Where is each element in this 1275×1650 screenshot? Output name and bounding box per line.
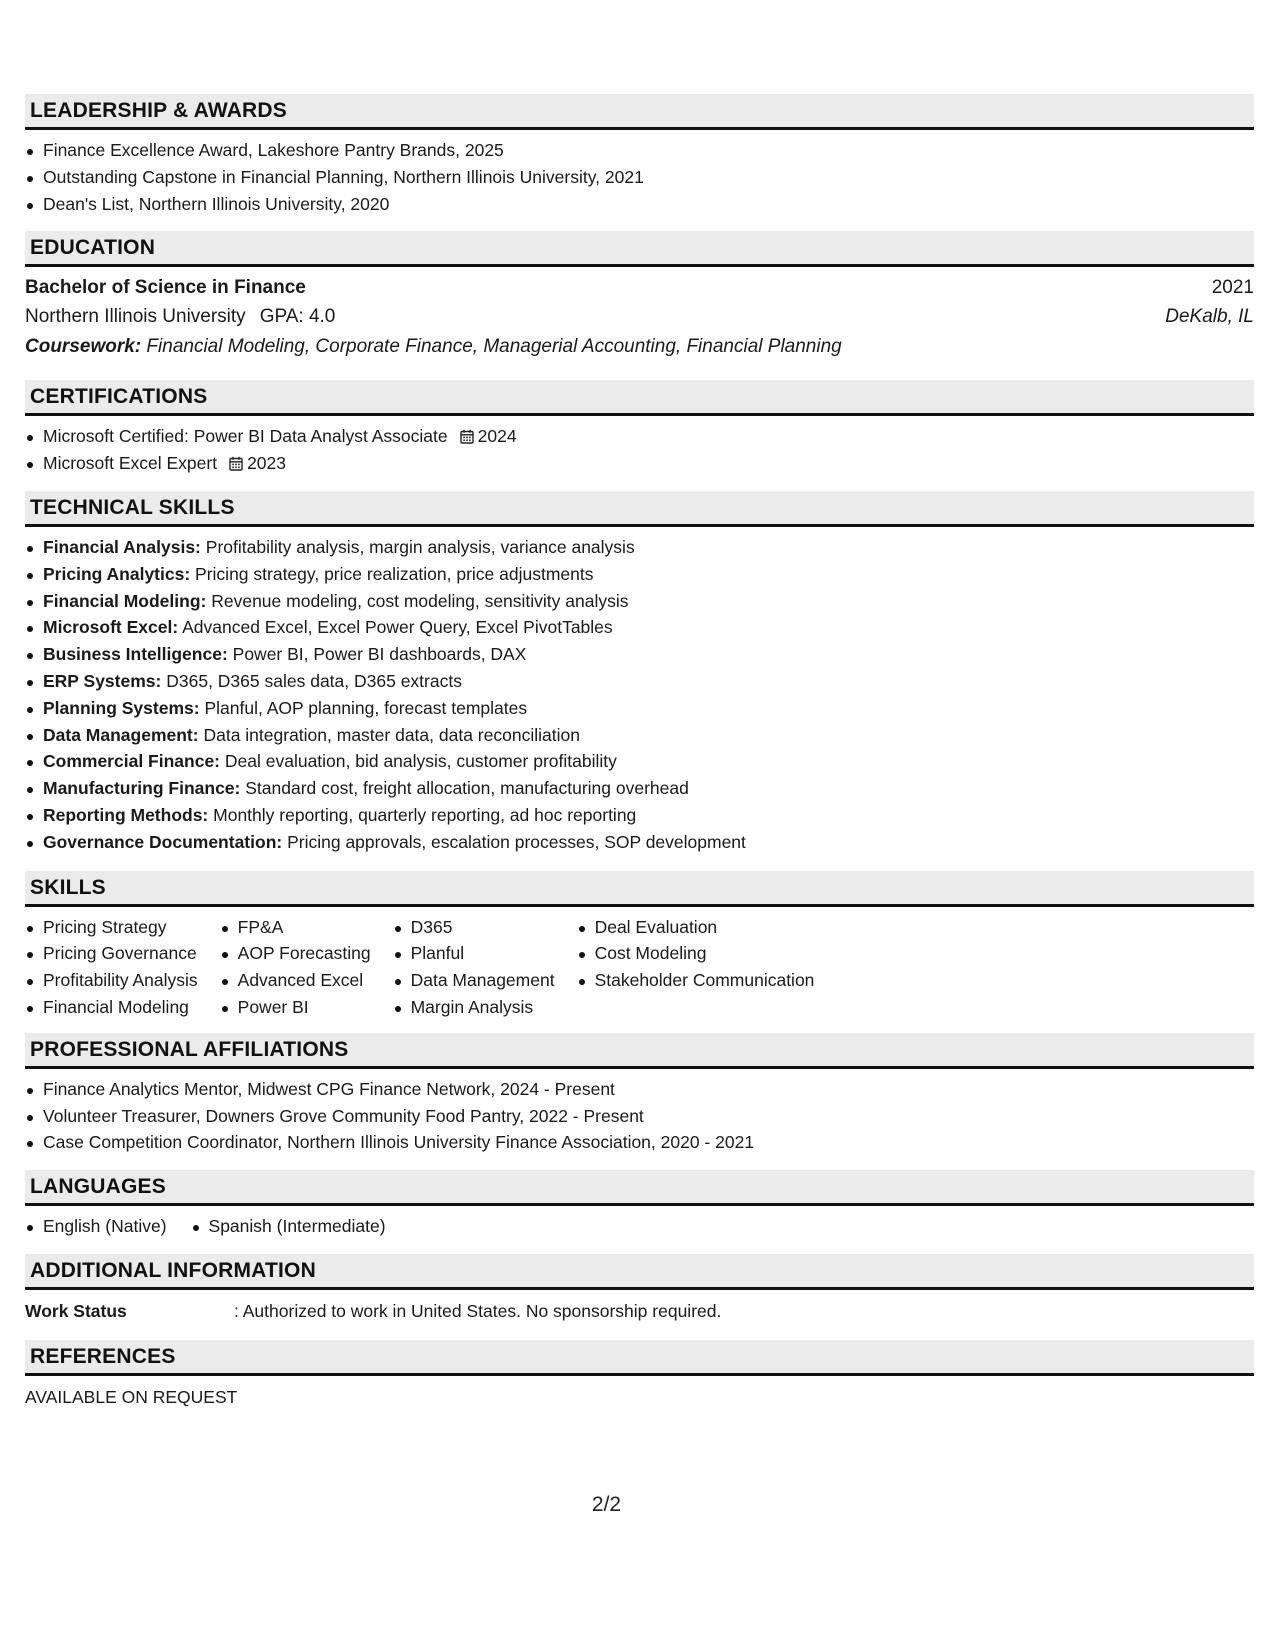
skill-label: Data Management:: [43, 724, 199, 745]
skill-text: Data integration, master data, data reconciliation: [203, 724, 580, 745]
list-item: [25, 614, 1254, 641]
gpa: GPA: 4.0: [259, 306, 336, 328]
skills-heading: SKILLS: [25, 871, 1254, 907]
list-item: Pricing Strategy: [25, 914, 198, 941]
references-section: [25, 1340, 1254, 1410]
list-item: [25, 668, 1254, 695]
calendar-icon: [460, 429, 474, 444]
skill-label: Governance Documentation:: [43, 831, 283, 852]
skill-label: Commercial Finance:: [43, 751, 220, 772]
awards-heading: LEADERSHIP & AWARDS: [25, 94, 1254, 130]
certifications-heading: CERTIFICATIONS: [25, 380, 1254, 416]
references-heading: REFERENCES: [25, 1340, 1254, 1376]
list-item: English (Native): [25, 1213, 167, 1240]
skill-text: Pricing approvals, escalation processes, SOP development: [287, 831, 746, 852]
calendar-icon: [229, 456, 243, 471]
skill-label: Reporting Methods:: [43, 804, 209, 825]
skill-text: Advanced Excel, Excel Power Query, Excel PivotTables: [182, 617, 613, 638]
languages-list: [25, 1206, 1254, 1254]
cert-year: 2024: [477, 426, 517, 447]
list-item: Margin Analysis: [393, 994, 555, 1021]
skill-label: Microsoft Excel:: [43, 617, 179, 638]
list-item: Stakeholder Communication: [577, 967, 815, 994]
certifications-list: [25, 416, 1254, 491]
list-item: [25, 423, 1254, 450]
resume-page: [25, 94, 1254, 1410]
languages-section: [25, 1170, 1254, 1254]
list-item: [25, 748, 1254, 775]
work-status-label: Work Status: [25, 1300, 127, 1321]
list-item: [25, 802, 1254, 829]
list-item: [25, 561, 1254, 588]
skills-column: [577, 914, 815, 1021]
awards-section: [25, 94, 1254, 231]
skills-column: [25, 914, 198, 1021]
skill-label: Business Intelligence:: [43, 644, 228, 665]
list-item: [25, 722, 1254, 749]
skill-text: Monthly reporting, quarterly reporting, ad hoc reporting: [213, 804, 637, 825]
cert-name: Microsoft Certified: Power BI Data Analyst Associate: [43, 426, 448, 447]
affiliations-heading: PROFESSIONAL AFFILIATIONS: [25, 1033, 1254, 1069]
school-location: DeKalb, IL: [1165, 306, 1254, 328]
skill-text: D365, D365 sales data, D365 extracts: [166, 670, 462, 691]
list-item: Case Competition Coordinator, Northern Illinois University Finance Association, 2020 - 2021: [25, 1129, 1254, 1156]
list-item: [25, 534, 1254, 561]
coursework: [25, 332, 1254, 362]
affiliations-list: [25, 1069, 1254, 1170]
list-item: Outstanding Capstone in Financial Planning, Northern Illinois University, 2021: [25, 164, 1254, 191]
language-item-wrap: [191, 1213, 410, 1240]
degree: Bachelor of Science in Finance: [25, 277, 306, 299]
list-item: Pricing Governance: [25, 940, 198, 967]
list-item: AOP Forecasting: [220, 940, 371, 967]
school-line: [25, 302, 335, 332]
list-item: [25, 695, 1254, 722]
list-item: [25, 641, 1254, 668]
coursework-label: Coursework:: [25, 336, 142, 358]
work-status-value: : Authorized to work in United States. No sponsorship required.: [234, 1300, 722, 1321]
school-name: Northern Illinois University: [25, 306, 246, 328]
skills-grid: [25, 907, 1254, 1033]
skill-label: Financial Analysis:: [43, 536, 201, 557]
list-item: [25, 588, 1254, 615]
skill-text: Revenue modeling, cost modeling, sensitivity analysis: [211, 590, 629, 611]
cert-name: Microsoft Excel Expert: [43, 453, 218, 474]
skill-text: Power BI, Power BI dashboards, DAX: [232, 644, 527, 665]
list-item: [25, 775, 1254, 802]
technical-skills-section: [25, 491, 1254, 871]
list-item: Cost Modeling: [577, 940, 815, 967]
references-text: AVAILABLE ON REQUEST: [25, 1386, 238, 1407]
list-item: Financial Modeling: [25, 994, 198, 1021]
technical-skills-list: [25, 527, 1254, 871]
education-heading: EDUCATION: [25, 231, 1254, 267]
skill-text: Standard cost, freight allocation, manufacturing overhead: [245, 778, 689, 799]
education-section: [25, 231, 1254, 380]
skill-text: Profitability analysis, margin analysis, variance analysis: [205, 536, 635, 557]
list-item: Profitability Analysis: [25, 967, 198, 994]
skill-label: Manufacturing Finance:: [43, 778, 241, 799]
list-item: Spanish (Intermediate): [191, 1213, 386, 1240]
certifications-section: [25, 380, 1254, 491]
skill-label: Pricing Analytics:: [43, 563, 191, 584]
list-item: Advanced Excel: [220, 967, 371, 994]
list-item: Finance Analytics Mentor, Midwest CPG Finance Network, 2024 - Present: [25, 1076, 1254, 1103]
skills-section: [25, 871, 1254, 1033]
skill-label: Financial Modeling:: [43, 590, 207, 611]
list-item: Data Management: [393, 967, 555, 994]
skill-label: Planning Systems:: [43, 697, 200, 718]
additional-info-section: [25, 1254, 1254, 1340]
skills-column: [220, 914, 371, 1021]
additional-info-heading: ADDITIONAL INFORMATION: [25, 1254, 1254, 1290]
education-entry: [25, 267, 1254, 380]
list-item: FP&A: [220, 914, 371, 941]
coursework-list: Financial Modeling, Corporate Finance, Managerial Accounting, Financial Planning: [146, 336, 842, 358]
work-status-row: [25, 1290, 1254, 1340]
skill-text: Deal evaluation, bid analysis, customer profitability: [224, 751, 617, 772]
list-item: [25, 829, 1254, 856]
skill-label: ERP Systems:: [43, 670, 162, 691]
list-item: [25, 450, 1254, 477]
list-item: Volunteer Treasurer, Downers Grove Community Food Pantry, 2022 - Present: [25, 1103, 1254, 1130]
skills-column: [393, 914, 555, 1021]
list-item: Finance Excellence Award, Lakeshore Pantry Brands, 2025: [25, 137, 1254, 164]
cert-year: 2023: [247, 453, 287, 474]
languages-heading: LANGUAGES: [25, 1170, 1254, 1206]
affiliations-section: [25, 1033, 1254, 1170]
technical-skills-heading: TECHNICAL SKILLS: [25, 491, 1254, 527]
list-item: Deal Evaluation: [577, 914, 815, 941]
language-item-wrap: [25, 1213, 191, 1240]
list-item: Power BI: [220, 994, 371, 1021]
awards-list: [25, 130, 1254, 231]
skill-text: Pricing strategy, price realization, price adjustments: [195, 563, 594, 584]
graduation-year: 2021: [1211, 277, 1254, 299]
list-item: Planful: [393, 940, 555, 967]
list-item: Dean's List, Northern Illinois University, 2020: [25, 191, 1254, 218]
list-item: D365: [393, 914, 555, 941]
skill-text: Planful, AOP planning, forecast templates: [204, 697, 528, 718]
page-number: 2/2: [591, 1493, 622, 1516]
